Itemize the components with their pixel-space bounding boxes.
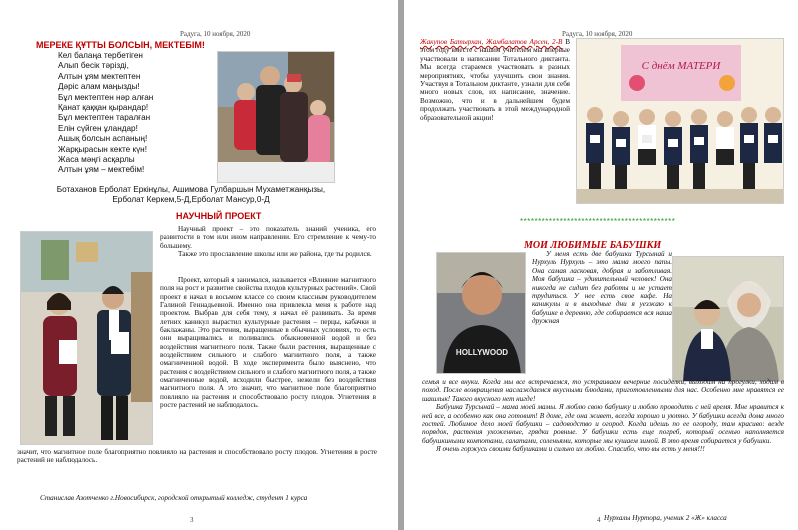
grandma-paragraph: Бабушка Турсынай – мама моей мамы. Я люблю свою бабушку и люблю проводить с ней время. Мне нравится к ней все, а особенно как она готовит! В доме, где она живет, всегда хорошо и уютно. У бабушки всегда дома много гостей. Любимое дело моей бабушки – садоводство и огород. Когда идешь по ее огороду, там красиво: везде порядок, растения ухоженные, грядки ровные. У бабушки есть еще погреб, который осенью наполняется бабушкиными компотами, салатами, соленьями, которые мы кушаем зимой. В это время собирается у бабушки. bbox=[422, 403, 784, 445]
grandma-title: МОИ ЛЮБИМЫЕ БАБУШКИ bbox=[524, 240, 662, 251]
project-signature: Станислав Азотченко г.Новосибирск, городской открытый колледж, студент 1 курса bbox=[40, 494, 308, 502]
project-paragraph: Проект, который я занимался, называется «Влияние магнитного поля на рост и развитие свойства плодов культурных растений». Свой проект я начал в восьмом классе со своим классным руководителем Галиной Геннадьевной. Именно она привлекла меня к работе над проектом. Выбрав для себя тему, я начал её развивать. За время летних каникул вырастил культурные растения – перцы, кабачки и баклажаны. Это растения, выращенные в обычных условиях, то есть они выращивались и поливались обыкновенной водой и без воздействия магнитного поля. Также были растения, выращенные с воздействием сильного и слабого магнитного поля, а также омагниченной водой. В ходе эксперимента было выяснено, что растения с воздействием сильного и слабого магнитного поля, а также омагниченные водой, всходили быстрее, нежели без воздействия магнитного поля. А это значит, что магнитное поле благоприятно повлияло на растения и способствовало росту плодов. Угнетения в росте растений не наблюдалось. bbox=[160, 276, 376, 410]
left-page bbox=[0, 0, 398, 530]
grandma-text-top bbox=[532, 250, 672, 378]
page-number: 4 bbox=[597, 516, 601, 524]
grandma-photo-1 bbox=[436, 252, 526, 374]
family-photo bbox=[217, 51, 335, 183]
poem-line: Бұл мектептен таралған bbox=[58, 113, 151, 123]
project-paragraph: Научный проект – это показатель знаний ученика, его развитости в том или ином направлении. Его стремление к чему-то большему. bbox=[160, 225, 376, 250]
grandma-text-bottom bbox=[422, 378, 784, 510]
dictation-text bbox=[420, 38, 570, 198]
poem-line: Дәріс алам маңызды! bbox=[58, 82, 140, 92]
class-photo bbox=[576, 38, 784, 204]
authors-line: Ерболат Керкем,5-Д,Ерболат Мансур,0-Д bbox=[112, 195, 270, 205]
page-number: 3 bbox=[190, 516, 194, 524]
project-text-right bbox=[160, 225, 376, 258]
grandma-photo-2 bbox=[672, 256, 784, 382]
poem-line: Алтын ұям – мектебім! bbox=[58, 165, 145, 175]
poem-line: Алып бесік тәрізді, bbox=[58, 61, 129, 71]
project-photo bbox=[20, 231, 153, 445]
poem bbox=[58, 51, 153, 176]
dictation-body: В этом году вместе с нашим учителем мы впервые участвовали в написании Тотального диктанта. Мы всегда стараемся участвовать в разных мероприятиях, чтобы улучшить свои знания. Участвуя в Тотальном диктанте, узнали для себя много новых слов, их написание, значение. Возможно, что и в дальнейшем будем продолжать участвовать в этой международной образовательной акции! bbox=[420, 38, 570, 122]
grandma-signature: Нурхалы Нуртора, ученик 2 «Ж» класса bbox=[604, 514, 727, 522]
dictation-authors: Жакупов Батырхан, Жамбалатов Арсен, 2-В bbox=[420, 38, 563, 46]
star-divider: ******************************************* bbox=[520, 217, 676, 226]
project-title: НАУЧНЫЙ ПРОЕКТ bbox=[176, 211, 262, 221]
poem-line: Елін сүйген ұландар! bbox=[58, 123, 138, 133]
authors bbox=[36, 185, 346, 206]
right-page bbox=[404, 0, 798, 530]
poem-line: Алтын ұям мектептен bbox=[58, 71, 141, 81]
grandma-paragraph: Я очень горжусь своими бабушками и сильно их люблю. Спасибо, что вы есть у меня!!! bbox=[436, 445, 705, 454]
tshirt-text: HOLLYWOOD bbox=[455, 348, 509, 357]
poem-line: Ашық болсын аспаның! bbox=[58, 134, 148, 144]
poem-line: Кел балаңа тербетіген bbox=[58, 51, 143, 60]
project-text-tail: значит, что магнитное поле благоприятно повлияло на растения и способствовало росту плодов. Угнетения в росте растений не наблюдалось. bbox=[17, 448, 377, 465]
authors-line: Ботаханов Ерболат Еркінұлы, Ашимова Гулбаршын Мухаметжанқызы, bbox=[56, 185, 326, 194]
poem-line: Жаса мәңгі асқарлы bbox=[58, 155, 135, 165]
issue-date: Радуга, 10 ноября, 2020 bbox=[180, 30, 251, 38]
poem-line: Жарқырасын кекте күн! bbox=[58, 144, 147, 154]
project-paragraph: Также это прославление школы или же района, где ты родился. bbox=[178, 250, 372, 259]
issue-date: Радуга, 10 ноября, 2020 bbox=[562, 30, 633, 38]
grandma-paragraph: У меня есть две бабушки Турсынай и Нурхуль Нурхуль – это мама моего папы. Она самая ласковая, добрая и заботливая. Моя бабушка – удивительный человек! Она никогда не сидит без работы и не устает трудиться. У нее есть свое кафе. На каникулы и в выходные дни я уезжаю к бабушке в деревню, где собирается вся наша дружная bbox=[532, 250, 672, 326]
article-title: МЕРЕКЕ ҚҰТТЫ БОЛСЫН, МЕКТЕБІМ! bbox=[36, 40, 205, 50]
poem-line: Бұл мектептен нәр алған bbox=[58, 92, 154, 102]
project-text-main bbox=[160, 276, 376, 448]
poem-line: Қанат қаққан қырандар! bbox=[58, 103, 149, 113]
grandma-paragraph: семья и все внуки. Когда мы все встречаемся, то устраиваем вечерние посиделки, выходим на прогулки, ходим в поход. После возвращения наслаждаемся вкусными блюдами, приготовленными для нас. Особенно мне нравятся ее шашлык! Такого вкусного нет нигде! bbox=[422, 378, 784, 403]
board-text: С днём МАТЕРИ bbox=[641, 60, 721, 72]
